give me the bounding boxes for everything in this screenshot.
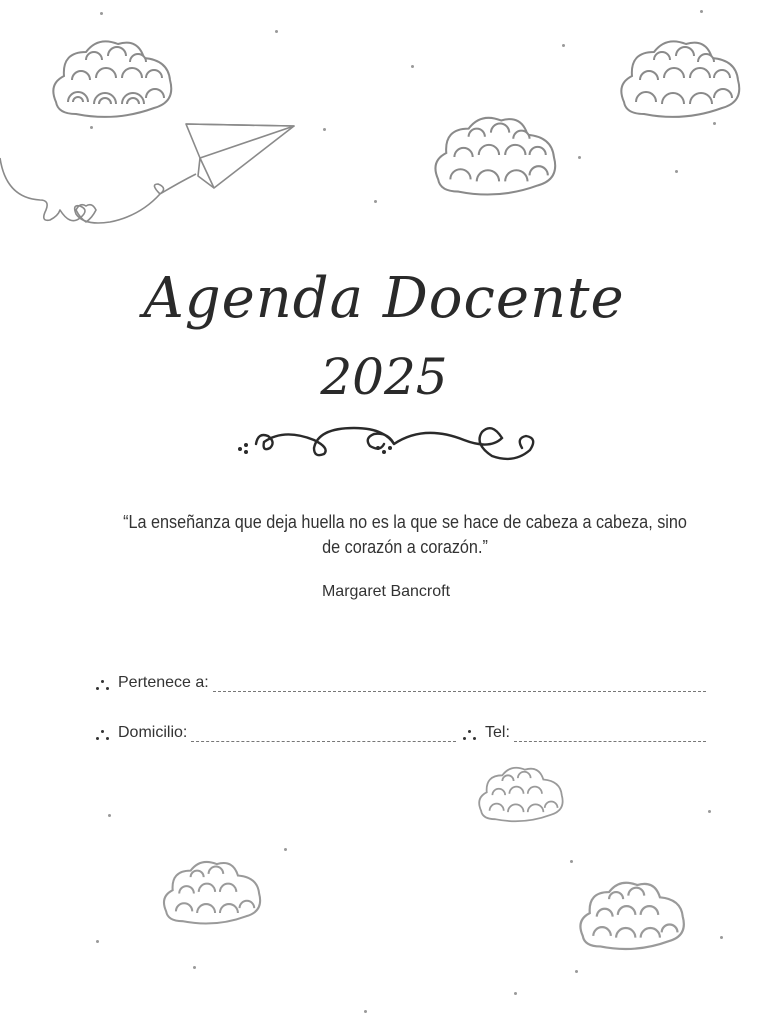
- flourish-divider: [234, 418, 540, 468]
- paper-plane-icon: [0, 118, 300, 238]
- quote-text: “La enseñanza que deja huella no es la que se hace de cabeza a cabeza, sino de corazón a corazón.”: [123, 512, 687, 557]
- owner-label: Pertenece a:: [118, 674, 209, 691]
- owner-line[interactable]: [213, 679, 706, 692]
- cloud-icon: [158, 854, 264, 928]
- bullet-icon: [96, 730, 110, 742]
- address-field-row: [96, 724, 456, 742]
- quote-author: Margaret Bancroft: [321, 583, 451, 600]
- bullet-icon: [96, 680, 110, 692]
- cloud-icon: [46, 32, 176, 122]
- cloud-icon: [474, 760, 566, 826]
- phone-label: Tel:: [485, 724, 510, 741]
- cloud-icon: [614, 32, 744, 122]
- cloud-icon: [428, 108, 560, 200]
- cloud-icon: [574, 874, 688, 954]
- bullet-icon: [463, 730, 477, 742]
- owner-field-row: [96, 674, 706, 692]
- address-line[interactable]: [191, 729, 456, 742]
- page-year: 2025: [320, 348, 448, 406]
- phone-line[interactable]: [514, 729, 706, 742]
- phone-field-row: [463, 724, 706, 742]
- page-title: Agenda Docente: [143, 266, 625, 331]
- address-label: Domicilio:: [118, 724, 188, 741]
